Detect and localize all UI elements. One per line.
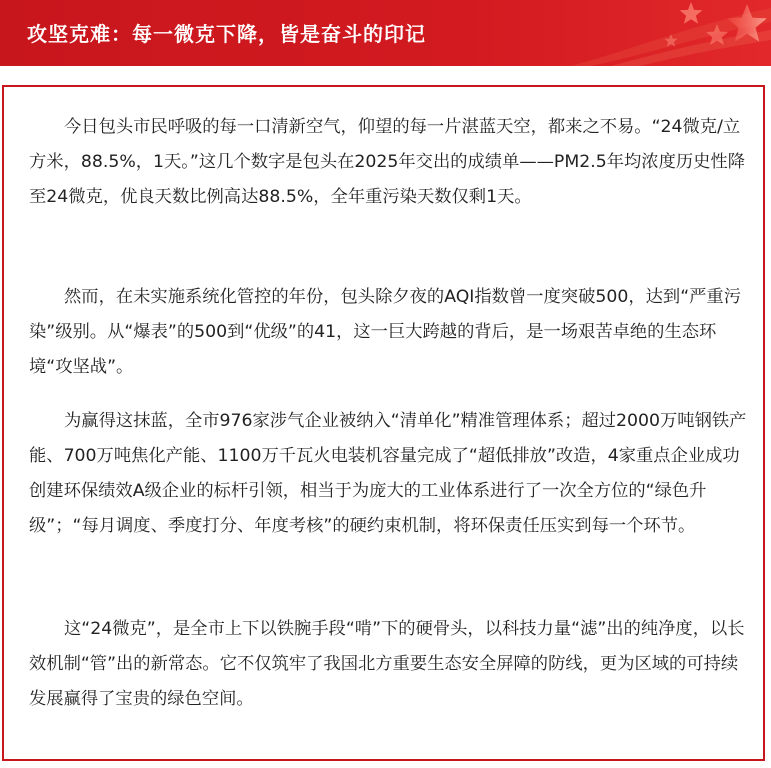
article-paragraph-1: 今日包头市民呼吸的每一口清新空气，仰望的每一片湛蓝天空，都来之不易。“24微克/立方米，88.5%，1天。”这几个数字是包头在2025年交出的成绩单——PM2.5年均浓度历史性降至24微克，优良天数比例高达88.5%，全年重污染天数仅剩1天。	[29, 117, 745, 207]
header-banner	[0, 0, 771, 66]
article-paragraph-3: 为赢得这抹蓝，全市976家涉气企业被纳入“清单化”精准管理体系；超过2000万吨钢铁产能、700万吨焦化产能、1100万千瓦火电装机容量完成了“超低排放”改造，4家重点企业成功创建环保绩效A级企业的标杆引领，相当于为庞大的工业体系进行了一次全方位的“绿色升级”；“每月调度、季度打分、年度考核”的硬约束机制，将环保责任压实到每一个环节。	[29, 411, 747, 536]
article-paragraph-4: 这“24微克”，是全市上下以铁腕手段“啃”下的硬骨头，以科技力量“滤”出的纯净度，以长效机制“管”出的新常态。它不仅筑牢了我国北方重要生态安全屏障的防线，更为区域的可持续发展赢得了宝贵的绿色空间。	[29, 619, 745, 709]
article-paragraph-2: 然而，在未实施系统化管控的年份，包头除夕夜的AQI指数曾一度突破500，达到“严重污染”级别。从“爆表”的500到“优级”的41，这一巨大跨越的背后，是一场艰苦卓绝的生态环境“攻坚战”。	[29, 287, 741, 377]
star-icon	[680, 2, 703, 24]
star-icon	[571, 0, 771, 66]
section-title: 攻坚克难：每一微克下降，皆是奋斗的印记	[27, 22, 426, 46]
